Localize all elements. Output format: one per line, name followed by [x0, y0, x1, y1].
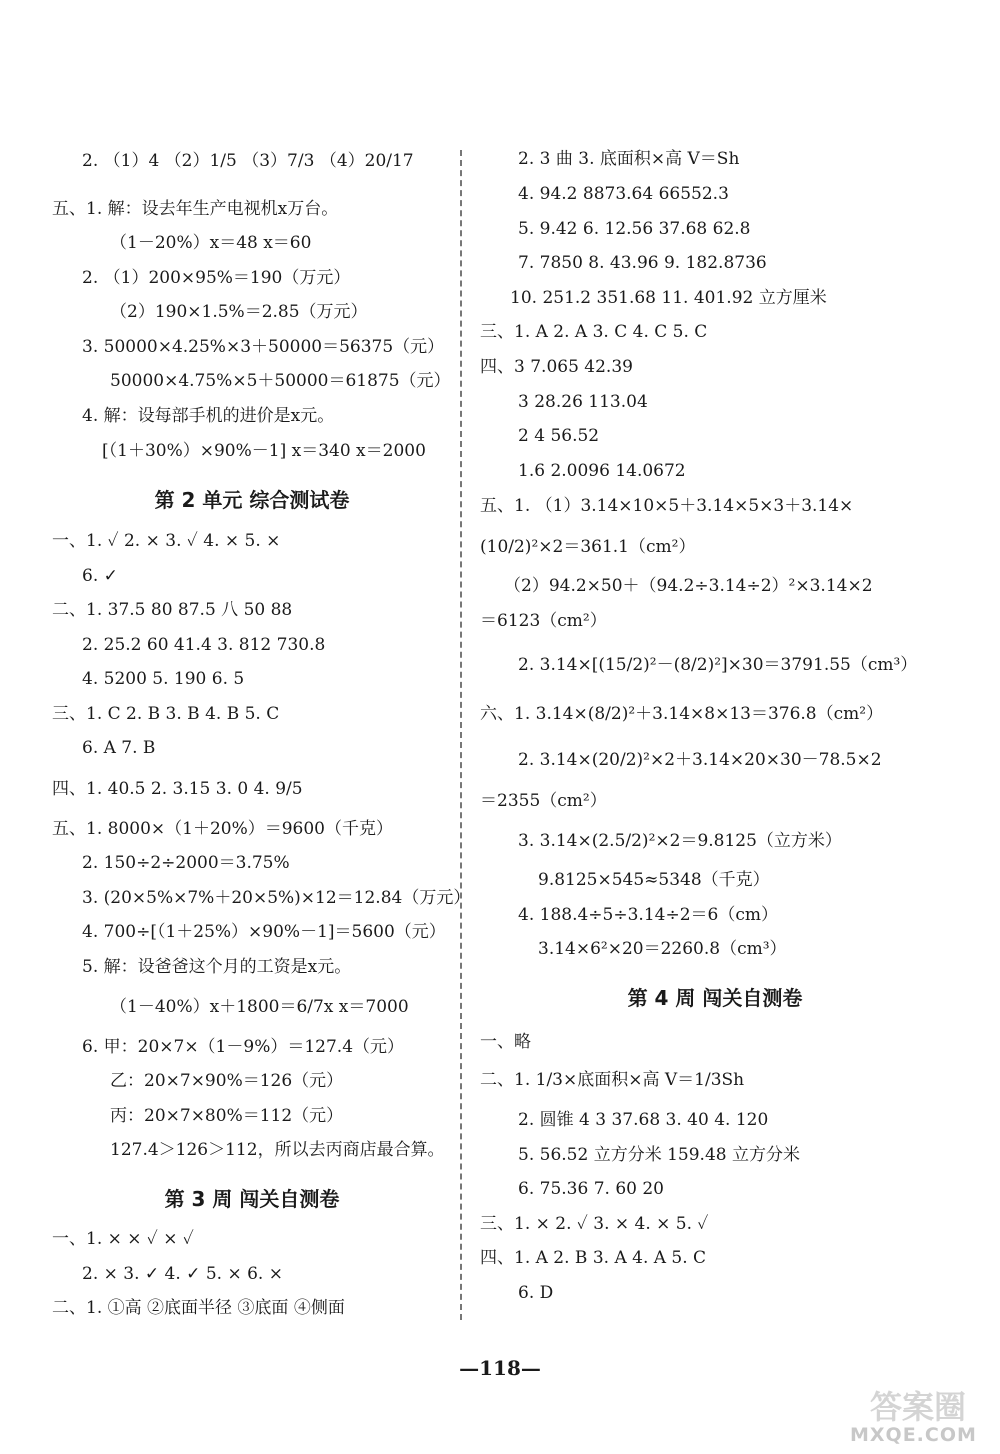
watermark-logo: 答案圈 [870, 1388, 967, 1426]
section-heading: 第 4 周 闯关自测卷 [627, 986, 803, 1010]
answer-line: 二、1. 37.5 80 87.5 八 50 88 [52, 600, 293, 620]
answer-line: 5. 9.42 6. 12.56 37.68 62.8 [518, 219, 751, 239]
answer-line: 6. D [518, 1283, 554, 1303]
section-heading: 第 3 周 闯关自测卷 [164, 1187, 340, 1211]
answer-line: [（1＋30%）×90%－1] x＝340 x＝2000 [102, 441, 426, 461]
answer-line: ＝2355（cm²） [480, 791, 607, 811]
answer-line: 二、1. ①高 ②底面半径 ③底面 ④侧面 [52, 1298, 345, 1318]
answer-line: 2. 3 曲 3. 底面积×高 V＝Sh [518, 149, 740, 169]
answer-line: 50000×4.75%×5＋50000＝61875（元） [110, 371, 451, 391]
answer-line: 4. 188.4÷5÷3.14÷2＝6（cm） [518, 905, 778, 925]
answer-line: 5. 56.52 立方分米 159.48 立方分米 [518, 1145, 800, 1165]
watermark-site: MXQE.COM [850, 1424, 977, 1446]
answer-line: 六、1. 3.14×(8/2)²＋3.14×8×13＝376.8（cm²） [480, 704, 884, 724]
answer-line: （2）94.2×50＋（94.2÷3.14÷2）²×3.14×2 [504, 576, 873, 596]
answer-line: 一、略 [480, 1032, 531, 1052]
answer-line: （1－20%）x＝48 x＝60 [110, 233, 312, 253]
answer-line: （2）190×1.5%＝2.85（万元） [110, 302, 368, 322]
section-heading: 第 2 单元 综合测试卷 [154, 488, 350, 512]
answer-line: 四、3 7.065 42.39 [480, 357, 633, 377]
answer-line: 3 28.26 113.04 [518, 392, 648, 412]
answer-line: 127.4＞126＞112，所以去丙商店最合算。 [110, 1140, 445, 1160]
answer-line: 3. (20×5%×7%＋20×5%)×12＝12.84（万元） [82, 888, 471, 908]
answer-line: 4. 5200 5. 190 6. 5 [82, 669, 245, 689]
answer-line: 2. 25.2 60 41.4 3. 812 730.8 [82, 635, 326, 655]
answer-line: 5. 解：设爸爸这个月的工资是x元。 [82, 957, 352, 977]
page-number: —118— [459, 1356, 541, 1380]
answer-line: 二、1. 1/3×底面积×高 V＝1/3Sh [480, 1070, 745, 1090]
answer-line: (10/2)²×2＝361.1（cm²） [480, 537, 696, 557]
answer-line: 4. 94.2 8873.64 66552.3 [518, 184, 729, 204]
answer-line: 一、1. × × ✓ × ✓ [52, 1229, 194, 1249]
answer-line: 三、1. C 2. B 3. B 4. B 5. C [52, 704, 280, 724]
answer-line: 2. 150÷2÷2000＝3.75% [82, 853, 290, 873]
answer-line: 10. 251.2 351.68 11. 401.92 立方厘米 [510, 288, 827, 308]
answer-line: 2. 3.14×[(15/2)²－(8/2)²]×30＝3791.55（cm³） [518, 655, 918, 675]
answer-line: 2 4 56.52 [518, 426, 600, 446]
answer-line: 6. A 7. B [82, 738, 156, 758]
answer-line: 2. （1）4 （2）1/5 （3）7/3 （4）20/17 [82, 151, 414, 171]
answer-line: 3.14×6²×20＝2260.8（cm³） [538, 939, 787, 959]
answer-line: 三、1. × 2. ✓ 3. × 4. × 5. ✓ [480, 1214, 709, 1234]
answer-line: ＝6123（cm²） [480, 611, 607, 631]
answer-line: 丙：20×7×80%＝112（元） [110, 1106, 344, 1126]
answer-line: 一、1. ✓ 2. × 3. ✓ 4. × 5. × [52, 531, 281, 551]
answer-line: 五、1. 解：设去年生产电视机x万台。 [52, 199, 339, 219]
answer-line: 五、1. 8000×（1＋20%）＝9600（千克） [52, 819, 393, 839]
answer-line: 9.8125×545≈5348（千克） [538, 870, 770, 890]
column-divider [460, 150, 462, 1320]
answer-line: 三、1. A 2. A 3. C 4. C 5. C [480, 322, 708, 342]
answer-line: 3. 50000×4.25%×3＋50000＝56375（元） [82, 337, 445, 357]
answer-line: （1－40%）x＋1800＝6/7x x＝7000 [110, 997, 409, 1017]
answer-line: 乙：20×7×90%＝126（元） [110, 1071, 344, 1091]
answer-line: 3. 3.14×(2.5/2)²×2＝9.8125（立方米） [518, 831, 842, 851]
answer-line: 四、1. 40.5 2. 3.15 3. 0 4. 9/5 [52, 779, 303, 799]
answer-line: 2. 圆锥 4 3 37.68 3. 40 4. 120 [518, 1110, 769, 1130]
answer-line: 4. 700÷[（1＋25%）×90%－1]＝5600（元） [82, 922, 446, 942]
answer-line: 2. （1）200×95%＝190（万元） [82, 268, 351, 288]
answer-line: 五、1. （1）3.14×10×5＋3.14×5×3＋3.14× [480, 496, 854, 516]
answer-line: 2. 3.14×(20/2)²×2＋3.14×20×30－78.5×2 [518, 750, 882, 770]
answer-line: 四、1. A 2. B 3. A 4. A 5. C [480, 1248, 707, 1268]
answer-line: 2. × 3. ✓ 4. ✓ 5. × 6. × [82, 1264, 283, 1284]
answer-line: 1.6 2.0096 14.0672 [518, 461, 686, 481]
answer-line: 6. 75.36 7. 60 20 [518, 1179, 664, 1199]
answer-line: 6. 甲：20×7×（1－9%）＝127.4（元） [82, 1037, 405, 1057]
answer-line: 6. ✓ [82, 566, 118, 586]
answer-line: 4. 解：设每部手机的进价是x元。 [82, 406, 335, 426]
answer-line: 7. 7850 8. 43.96 9. 182.8736 [518, 253, 767, 273]
watermark [810, 1380, 1000, 1450]
